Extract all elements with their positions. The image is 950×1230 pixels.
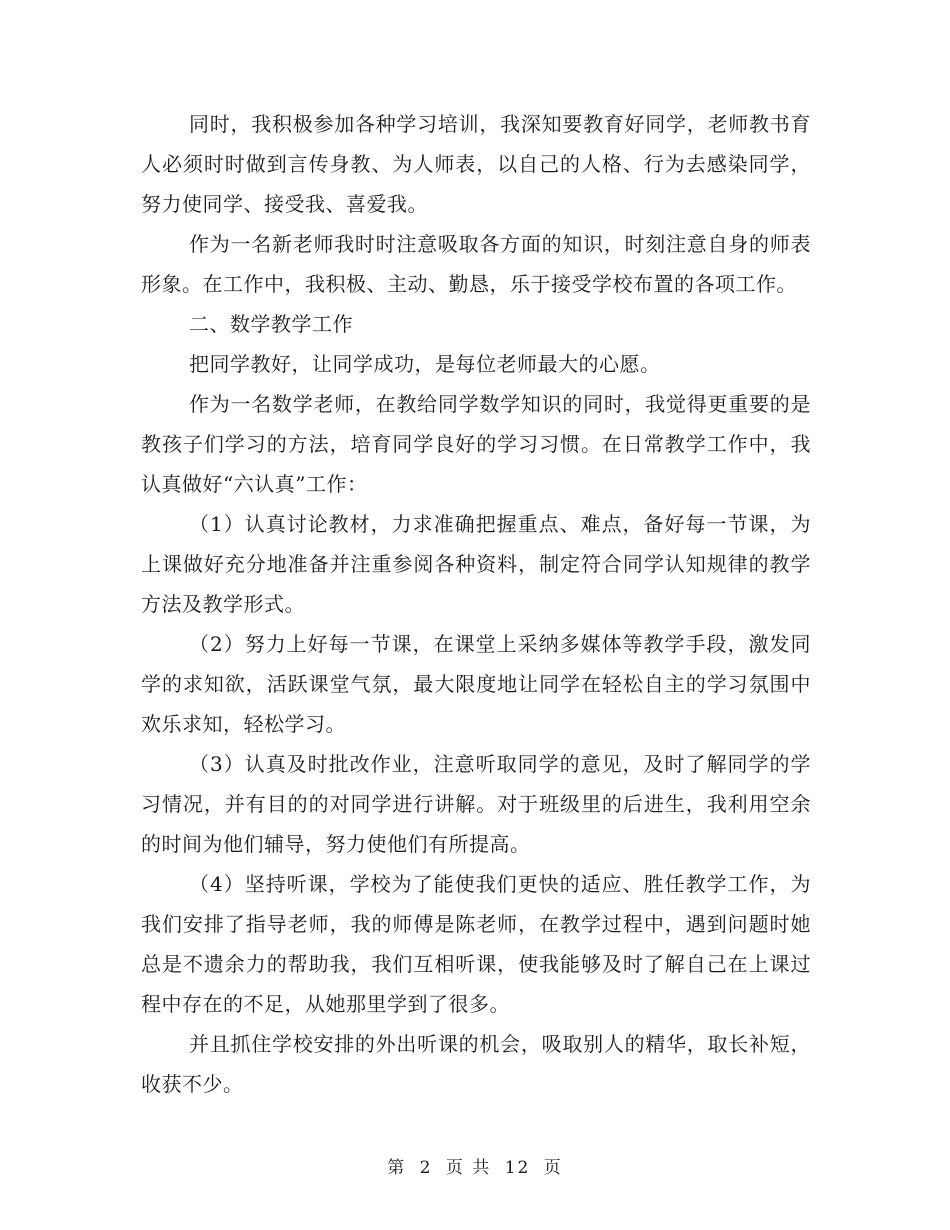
list-item-1: （1）认真讨论教材，力求准确把握重点、难点，备好每一节课，为上课做好充分地准备并注重参阅各种资料，制定符合同学认知规律的教学方法及教学形式。 [141, 512, 811, 616]
list-item-4: （4）坚持听课，学校为了能使我们更快的适应、胜任教学工作，为我们安排了指导老师，我的师傅是陈老师，在教学过程中，遇到问题时她总是不遗余力的帮助我，我们互相听课，使我能够及时了解自己在上课过程中存在的不足，从她那里学到了很多。 [141, 872, 811, 1016]
page-footer [0, 1153, 950, 1178]
section-heading-math-teaching: 二、数学教学工作 [189, 312, 353, 336]
footer-suffix: 页 [543, 1158, 563, 1178]
current-page-number: 2 [419, 1158, 433, 1178]
total-page-count: 12 [504, 1158, 531, 1178]
paragraph-math-teacher: 作为一名数学老师，在教给同学数学知识的同时，我觉得更重要的是教孩子们学习的方法，培育同学良好的学习习惯。在日常教学工作中，我认真做好“六认真”工作： [141, 392, 811, 496]
paragraph-new-teacher: 作为一名新老师我时时注意吸取各方面的知识，时刻注意自身的师表形象。在工作中，我积极、主动、勤恳，乐于接受学校布置的各项工作。 [141, 232, 811, 296]
list-item-3: （3）认真及时批改作业，注意听取同学的意见，及时了解同学的学习情况，并有目的的对同学进行讲解。对于班级里的后进生，我利用空余的时间为他们辅导，努力使他们有所提高。 [141, 752, 811, 856]
paragraph-wish: 把同学教好，让同学成功，是每位老师最大的心愿。 [189, 352, 661, 376]
document-body [141, 104, 811, 1104]
paragraph-observation: 并且抓住学校安排的外出听课的机会，吸取别人的精华，取长补短，收获不少。 [141, 1032, 811, 1096]
list-item-2: （2）努力上好每一节课，在课堂上采纳多媒体等教学手段，激发同学的求知欲，活跃课堂气氛，最大限度地让同学在轻松自主的学习氛围中欢乐求知，轻松学习。 [141, 632, 811, 736]
footer-prefix: 第 [387, 1158, 407, 1178]
paragraph-training: 同时，我积极参加各种学习培训，我深知要教育好同学，老师教书育人必须时时做到言传身教、为人师表，以自己的人格、行为去感染同学，努力使同学、接受我、喜爱我。 [141, 112, 811, 216]
footer-middle: 页 共 [445, 1158, 492, 1178]
